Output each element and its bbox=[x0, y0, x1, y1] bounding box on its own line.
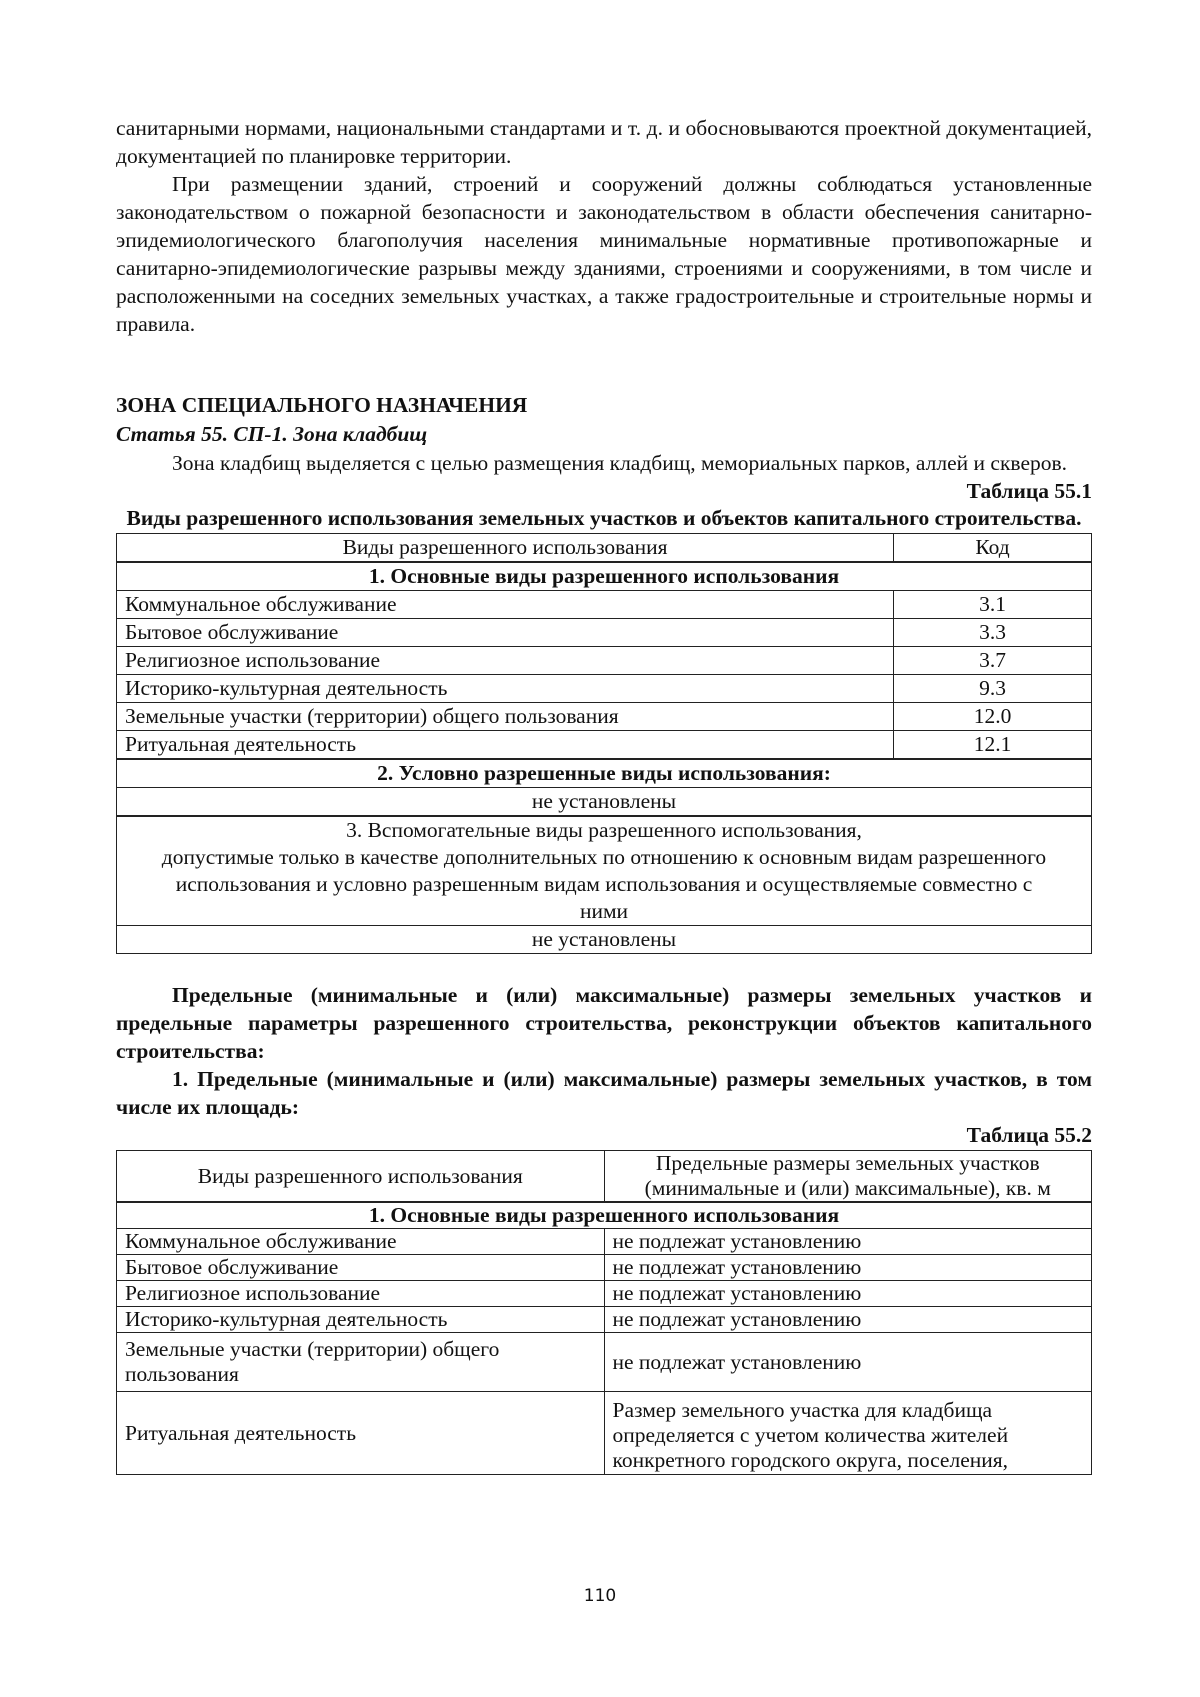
table-row bbox=[117, 591, 1092, 619]
size-cell: не подлежат установлению bbox=[604, 1281, 1092, 1307]
group-title: 2. Условно разрешенные виды использования: bbox=[117, 759, 1092, 788]
land-plot-size-table bbox=[116, 1150, 1092, 1475]
page-content bbox=[116, 114, 1092, 1475]
limits-paragraph: 1. Предельные (минимальные и (или) максимальные) размеры земельных участков, в том числе их площадь: bbox=[116, 1067, 1092, 1119]
use-name-cell: Ритуальная деятельность bbox=[117, 1392, 605, 1475]
table-row bbox=[117, 788, 1092, 817]
table-caption: Таблица 55.1 bbox=[966, 479, 1092, 503]
table-row bbox=[117, 703, 1092, 731]
group-row bbox=[117, 562, 1092, 591]
table-row bbox=[117, 1392, 1092, 1475]
table-row bbox=[117, 1229, 1092, 1255]
use-code-cell: 3.3 bbox=[894, 619, 1092, 647]
article-title: Статья 55. СП-1. Зона кладбищ bbox=[116, 422, 428, 446]
table-row bbox=[117, 647, 1092, 675]
table-row bbox=[117, 619, 1092, 647]
use-name-cell: Бытовое обслуживание bbox=[117, 619, 894, 647]
size-cell: не подлежат установлению bbox=[604, 1229, 1092, 1255]
group-note: допустимые только в качестве дополнительных по отношению к основным видам разрешенного использования и условно разрешенным видам использования и осуществляемые совместно с ними bbox=[161, 845, 1047, 923]
table-caption: Таблица 55.2 bbox=[966, 1123, 1092, 1147]
group-row bbox=[117, 759, 1092, 788]
use-code-cell: 9.3 bbox=[894, 675, 1092, 703]
use-code-cell: 12.0 bbox=[894, 703, 1092, 731]
group-title: 1. Основные виды разрешенного использования bbox=[117, 1202, 1092, 1229]
table-row bbox=[117, 1255, 1092, 1281]
limits-paragraph: Предельные (минимальные и (или) максимальные) размеры земельных участков и предельные параметры разрешенного строительства, реконструкции объектов капитального строительства: bbox=[116, 983, 1092, 1063]
use-name-cell: Коммунальное обслуживание bbox=[117, 1229, 605, 1255]
use-name-cell: Религиозное использование bbox=[117, 1281, 605, 1307]
use-name-cell: Земельные участки (территории) общего пользования bbox=[117, 1333, 605, 1392]
group-title: 1. Основные виды разрешенного использования bbox=[117, 562, 1092, 591]
table-row bbox=[117, 1281, 1092, 1307]
use-name-cell: Ритуальная деятельность bbox=[117, 731, 894, 760]
intro-paragraph: санитарными нормами, национальными стандартами и т. д. и обосновываются проектной документацией, документацией по планировке территории. bbox=[116, 116, 1092, 168]
size-cell: не подлежат установлению bbox=[604, 1255, 1092, 1281]
page-number: 110 bbox=[583, 1586, 617, 1606]
limits-section bbox=[116, 981, 1092, 1121]
table-row bbox=[117, 731, 1092, 760]
header-cell: Виды разрешенного использования bbox=[117, 1151, 605, 1203]
header-cell: Предельные размеры земельных участков (минимальные и (или) максимальные), кв. м bbox=[604, 1151, 1092, 1203]
use-name-cell: Коммунальное обслуживание bbox=[117, 591, 894, 619]
intro-paragraph: При размещении зданий, строений и сооружений должны соблюдаться установленные законодательством о пожарной безопасности и законодательством в области обеспечения санитарно-эпидемиологического благополучия населения минимальные нормативные противопожарные и санитарно-эпидемиологические разрывы между зданиями, строениями и сооружениями, в том числе и расположенными на соседних земельных участках, а также градостроительные и строительные нормы и правила. bbox=[116, 172, 1092, 336]
size-cell: не подлежат установлению bbox=[604, 1333, 1092, 1392]
use-name-cell: Религиозное использование bbox=[117, 647, 894, 675]
table-row bbox=[117, 1307, 1092, 1333]
permitted-use-table bbox=[116, 533, 1092, 954]
group-value-cell: не установлены bbox=[117, 788, 1092, 817]
size-cell: не подлежат установлению bbox=[604, 1307, 1092, 1333]
use-name-cell: Историко-культурная деятельность bbox=[117, 675, 894, 703]
section-heading: ЗОНА СПЕЦИАЛЬНОГО НАЗНАЧЕНИЯ bbox=[116, 393, 528, 417]
table-header-row bbox=[117, 1151, 1092, 1203]
table-row bbox=[117, 1333, 1092, 1392]
table-header-row bbox=[117, 534, 1092, 563]
size-cell: Размер земельного участка для кладбища определяется с учетом количества жителей конкретного городского округа, поселения, bbox=[604, 1392, 1092, 1475]
group-cell bbox=[117, 816, 1092, 926]
group-row bbox=[117, 816, 1092, 926]
group-row bbox=[117, 1202, 1092, 1229]
group-title: 3. Вспомогательные виды разрешенного использования, bbox=[346, 818, 862, 842]
table-row bbox=[117, 926, 1092, 954]
use-code-cell: 12.1 bbox=[894, 731, 1092, 760]
table-row bbox=[117, 675, 1092, 703]
header-cell: Код bbox=[894, 534, 1092, 563]
header-cell: Виды разрешенного использования bbox=[117, 534, 894, 563]
use-code-cell: 3.1 bbox=[894, 591, 1092, 619]
use-name-cell: Земельные участки (территории) общего пользования bbox=[117, 703, 894, 731]
use-name-cell: Бытовое обслуживание bbox=[117, 1255, 605, 1281]
zone-description: Зона кладбищ выделяется с целью размещения кладбищ, мемориальных парков, аллей и скверов. bbox=[172, 451, 1068, 475]
use-name-cell: Историко-культурная деятельность bbox=[117, 1307, 605, 1333]
table-title: Виды разрешенного использования земельных участков и объектов капитального строительства. bbox=[126, 506, 1082, 530]
use-code-cell: 3.7 bbox=[894, 647, 1092, 675]
group-value-cell: не установлены bbox=[117, 926, 1092, 954]
